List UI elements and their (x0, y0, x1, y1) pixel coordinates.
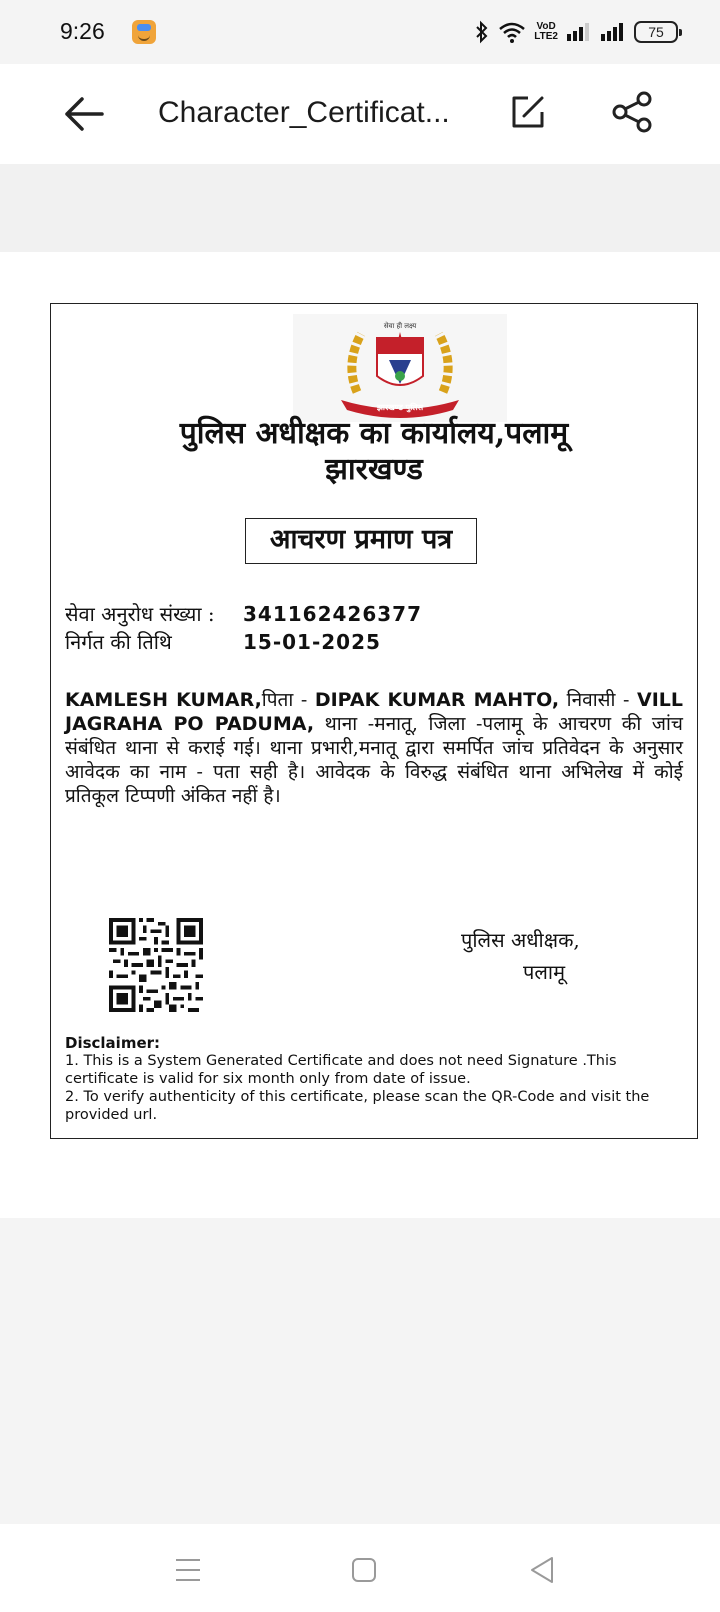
share-icon[interactable] (610, 90, 654, 134)
app-toolbar (0, 64, 720, 164)
request-number-label: सेवा अनुरोध संख्या : (65, 602, 215, 626)
status-bar (0, 0, 720, 64)
father-name: DIPAK KUMAR MAHTO, (314, 689, 560, 711)
office-title-line2: झारखण्ड (325, 452, 423, 487)
wifi-icon (498, 20, 526, 44)
issue-date-row (65, 628, 381, 656)
issue-date-label: निर्गत की तिथि (65, 630, 172, 654)
status-icons (474, 18, 678, 46)
document-title: Character_Certificat... (158, 96, 450, 129)
battery-indicator: 75 (634, 21, 678, 43)
certificate-body (65, 688, 683, 808)
emblem-motto: सेवा ही लक्ष्य (383, 322, 417, 330)
emblem-banner: झारखण्ड पुलिस (376, 403, 424, 412)
signatory-title: पुलिस अधीक्षक, (461, 928, 580, 952)
certificate-heading: आचरण प्रमाण पत्र (245, 518, 477, 564)
app-notification-icon (132, 20, 156, 44)
viewer-background-top (0, 164, 720, 252)
status-time: 9:26 (60, 18, 105, 44)
disclaimer-title: Disclaimer: (65, 1034, 161, 1052)
disclaimer-point-1: 1. This is a System Generated Certificate and does not need Signature .This certificate is valid for six month only from date of issue. (65, 1053, 617, 1087)
disclaimer (65, 1034, 665, 1124)
body-text: थाना -मनातू, जिला -पलामू के आचरण की जांच संबंधित थाना से कराई गई। थाना प्रभारी,मनातू द्वारा समर्पित जांच प्रतिवेदन के अनुसार आवेदक का नाम - पता सही है। आवेदक के विरुद्ध संबंधित थाना अभिलेख में कोई प्रतिकूल टिप्पणी अंकित नहीं है। (65, 713, 684, 807)
menu-icon[interactable] (170, 1552, 206, 1588)
volte-top: VoD (536, 21, 556, 32)
edit-icon[interactable] (508, 92, 548, 132)
disclaimer-point-2: 2. To verify authenticity of this certificate, please scan the QR-Code and visit the provided url. (65, 1089, 650, 1123)
signatory-district: पलामू (523, 960, 566, 984)
viewer-background-bottom (0, 1218, 720, 1524)
office-title-line1: पुलिस अधीक्षक का कार्यालय,पलामू (179, 416, 569, 451)
jharkhand-police-emblem (293, 314, 507, 422)
father-label: पिता - (261, 689, 315, 711)
issue-date-value: 15-01-2025 (243, 630, 381, 654)
office-title (51, 416, 697, 488)
village-address: VILL JAGRAHA PO PADUMA, (65, 689, 683, 735)
applicant-name: KAMLESH KUMAR, (65, 689, 262, 711)
request-number-value: 341162426377 (243, 602, 422, 626)
signal-2-icon (600, 22, 626, 42)
volte-indicator (534, 22, 558, 42)
volte-bottom: LTE2 (534, 31, 558, 42)
signatory-block (461, 924, 621, 988)
system-navigation-bar (0, 1524, 720, 1612)
character-certificate (50, 303, 698, 1139)
signal-1-icon (566, 22, 592, 42)
back-triangle-icon[interactable] (524, 1552, 560, 1588)
home-square-icon[interactable] (346, 1552, 382, 1588)
request-number-row (65, 600, 422, 628)
qr-code[interactable] (109, 918, 203, 1012)
resident-label: निवासी - (559, 689, 637, 711)
bluetooth-icon (474, 20, 490, 44)
arrow-left-icon[interactable] (62, 94, 106, 134)
